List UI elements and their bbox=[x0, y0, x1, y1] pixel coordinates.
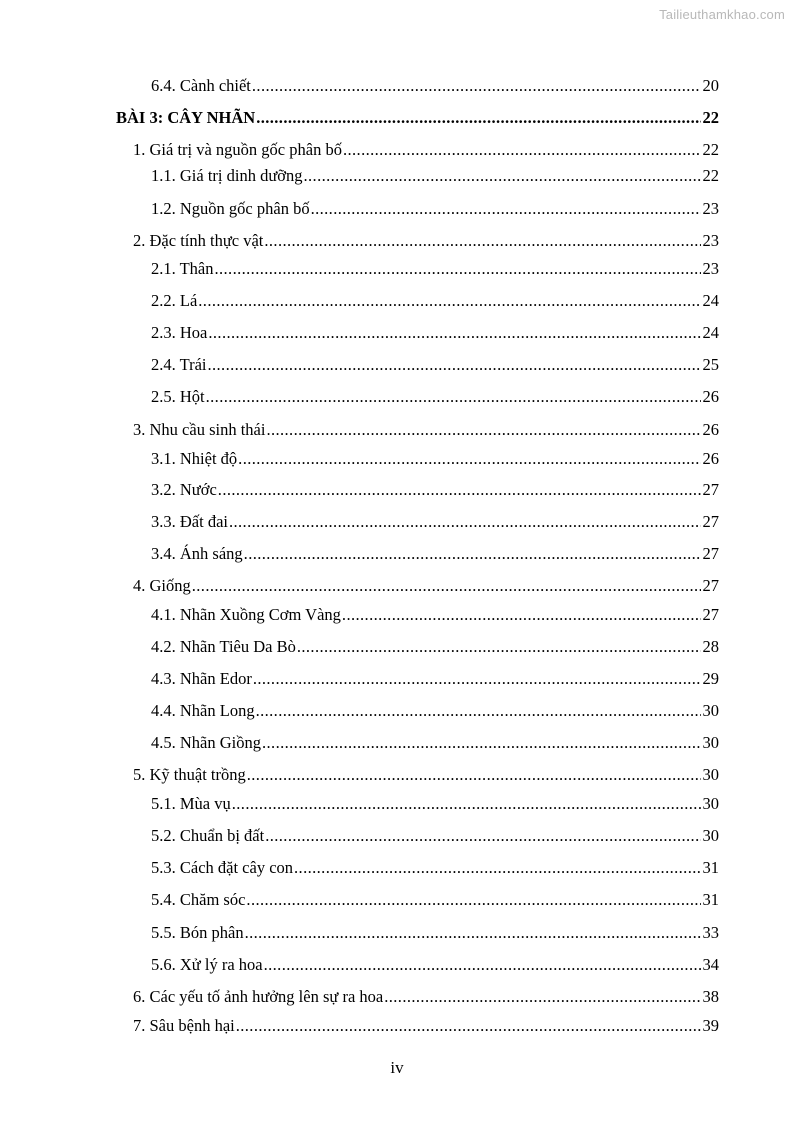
toc-entry-page: 39 bbox=[702, 1016, 719, 1035]
toc-entry-page: 38 bbox=[702, 987, 719, 1006]
toc-entry-page: 31 bbox=[702, 858, 719, 877]
toc-entry[interactable] bbox=[151, 636, 719, 658]
toc-entry-page: 23 bbox=[702, 199, 719, 218]
toc-entry-label: 5. Kỹ thuật trồng bbox=[133, 765, 246, 784]
toc-entry[interactable] bbox=[133, 419, 719, 441]
toc-entry-label: 6. Các yếu tố ảnh hưởng lên sự ra hoa bbox=[133, 987, 384, 1006]
toc-entry[interactable] bbox=[151, 386, 719, 408]
toc-entry-label: BÀI 3: CÂY NHÃN bbox=[116, 108, 256, 127]
toc-entry[interactable] bbox=[151, 604, 719, 626]
toc-entry-page: 29 bbox=[702, 669, 719, 688]
toc-dot-leader bbox=[253, 668, 701, 690]
toc-entry[interactable] bbox=[133, 230, 719, 252]
toc-entry-page: 20 bbox=[702, 76, 719, 95]
toc-entry-page: 23 bbox=[702, 259, 719, 278]
toc-entry[interactable] bbox=[151, 857, 719, 879]
toc-entry-label: 2.1. Thân bbox=[151, 259, 214, 278]
toc-dot-leader bbox=[238, 448, 700, 470]
toc-entry[interactable] bbox=[133, 764, 719, 786]
toc-entry-label: 4.2. Nhãn Tiêu Da Bò bbox=[151, 637, 296, 656]
toc-entry-label: 6.4. Cành chiết bbox=[151, 76, 251, 95]
toc-entry-page: 26 bbox=[702, 420, 719, 439]
toc-entry-page: 22 bbox=[702, 140, 719, 159]
toc-dot-leader bbox=[207, 354, 700, 376]
toc-entry-page: 30 bbox=[702, 701, 719, 720]
toc-entry[interactable] bbox=[151, 448, 719, 470]
toc-entry[interactable] bbox=[151, 322, 719, 344]
toc-entry[interactable] bbox=[151, 165, 719, 187]
toc-entry[interactable] bbox=[151, 479, 719, 501]
toc-entry[interactable] bbox=[151, 258, 719, 280]
toc-dot-leader bbox=[218, 479, 701, 501]
toc-entry[interactable] bbox=[151, 732, 719, 754]
toc-dot-leader bbox=[297, 636, 701, 658]
toc-entry-label: 2.2. Lá bbox=[151, 291, 198, 310]
toc-entry-label: 4.3. Nhãn Edor bbox=[151, 669, 252, 688]
toc-entry-label: 3.3. Đất đai bbox=[151, 512, 228, 531]
toc-dot-leader bbox=[304, 165, 701, 187]
toc-entry-label: 1. Giá trị và nguồn gốc phân bố bbox=[133, 140, 342, 159]
toc-entry[interactable] bbox=[116, 107, 719, 129]
toc-entry-label: 3.4. Ánh sáng bbox=[151, 544, 243, 563]
toc-entry-page: 34 bbox=[702, 955, 719, 974]
toc-dot-leader bbox=[262, 732, 701, 754]
page-number: iv bbox=[390, 1058, 404, 1077]
toc-entry[interactable] bbox=[133, 575, 719, 597]
toc-entry-page: 23 bbox=[702, 231, 719, 250]
toc-entry-page: 27 bbox=[702, 512, 719, 531]
toc-dot-leader bbox=[229, 511, 701, 533]
toc-entry-page: 30 bbox=[702, 826, 719, 845]
toc-entry[interactable] bbox=[151, 889, 719, 911]
toc-dot-leader bbox=[342, 604, 701, 626]
toc-dot-leader bbox=[256, 107, 700, 129]
toc-entry-page: 26 bbox=[702, 387, 719, 406]
toc-entry[interactable] bbox=[151, 511, 719, 533]
toc-entry-label: 2.5. Hột bbox=[151, 387, 205, 406]
toc-entry-page: 28 bbox=[702, 637, 719, 656]
toc-entry-page: 24 bbox=[702, 323, 719, 342]
toc-dot-leader bbox=[343, 139, 701, 161]
toc-entry[interactable] bbox=[151, 922, 719, 944]
toc-entry-page: 22 bbox=[702, 166, 719, 185]
toc-entry-label: 2. Đặc tính thực vật bbox=[133, 231, 264, 250]
toc-dot-leader bbox=[236, 1015, 701, 1037]
toc-entry-page: 30 bbox=[702, 794, 719, 813]
toc-dot-leader bbox=[198, 290, 700, 312]
toc-entry[interactable] bbox=[151, 75, 719, 97]
toc-dot-leader bbox=[192, 575, 701, 597]
toc-entry-page: 27 bbox=[702, 480, 719, 499]
toc-entry-label: 3. Nhu cầu sinh thái bbox=[133, 420, 266, 439]
toc-dot-leader bbox=[264, 954, 701, 976]
toc-entry-page: 33 bbox=[702, 923, 719, 942]
toc-dot-leader bbox=[245, 922, 701, 944]
toc-entry-label: 4.1. Nhãn Xuồng Cơm Vàng bbox=[151, 605, 341, 624]
toc-entry[interactable] bbox=[151, 198, 719, 220]
toc-entry-label: 4.4. Nhãn Long bbox=[151, 701, 255, 720]
toc-entry[interactable] bbox=[151, 700, 719, 722]
toc-entry-label: 3.1. Nhiệt độ bbox=[151, 449, 238, 468]
watermark: Tailieuthamkhao.com bbox=[659, 7, 785, 22]
toc-entry-page: 30 bbox=[702, 765, 719, 784]
toc-entry[interactable] bbox=[151, 793, 719, 815]
toc-dot-leader bbox=[232, 793, 701, 815]
toc-dot-leader bbox=[311, 198, 701, 220]
toc-dot-leader bbox=[244, 543, 701, 565]
toc-entry-page: 24 bbox=[702, 291, 719, 310]
toc-dot-leader bbox=[294, 857, 700, 879]
toc-dot-leader bbox=[256, 700, 701, 722]
toc-entry[interactable] bbox=[151, 290, 719, 312]
toc-entry-label: 2.3. Hoa bbox=[151, 323, 208, 342]
toc-entry-label: 3.2. Nước bbox=[151, 480, 217, 499]
toc-entry-label: 5.4. Chăm sóc bbox=[151, 890, 246, 909]
toc-entry-label: 1.1. Giá trị dinh dưỡng bbox=[151, 166, 303, 185]
toc-dot-leader bbox=[206, 386, 701, 408]
toc-dot-leader bbox=[208, 322, 700, 344]
toc-entry[interactable] bbox=[151, 954, 719, 976]
toc-entry-label: 5.6. Xử lý ra hoa bbox=[151, 955, 263, 974]
toc-entry-label: 5.5. Bón phân bbox=[151, 923, 244, 942]
toc-entry-page: 26 bbox=[702, 449, 719, 468]
toc-entry[interactable] bbox=[133, 139, 719, 161]
toc-entry-page: 27 bbox=[702, 576, 719, 595]
toc-entry-label: 4.5. Nhãn Giồng bbox=[151, 733, 261, 752]
toc-entry-page: 30 bbox=[702, 733, 719, 752]
toc-entry-label: 2.4. Trái bbox=[151, 355, 207, 374]
toc-dot-leader bbox=[247, 764, 701, 786]
toc-dot-leader bbox=[265, 825, 700, 847]
toc-entry-page: 22 bbox=[702, 108, 719, 127]
toc-dot-leader bbox=[252, 75, 701, 97]
toc-entry-label: 5.3. Cách đặt cây con bbox=[151, 858, 294, 877]
toc-dot-leader bbox=[266, 419, 700, 441]
toc-entry[interactable] bbox=[151, 543, 719, 565]
toc-dot-leader bbox=[264, 230, 700, 252]
toc-entry-label: 7. Sâu bệnh hại bbox=[133, 1016, 235, 1035]
toc-dot-leader bbox=[384, 986, 700, 1008]
toc-entry[interactable] bbox=[133, 1015, 719, 1037]
toc-entry-label: 5.1. Mùa vụ bbox=[151, 794, 231, 813]
toc-dot-leader bbox=[246, 889, 700, 911]
toc-entry-page: 27 bbox=[702, 544, 719, 563]
toc-entry-label: 4. Giống bbox=[133, 576, 191, 595]
toc-entry-label: 5.2. Chuẩn bị đất bbox=[151, 826, 265, 845]
toc-entry[interactable] bbox=[151, 825, 719, 847]
toc-entry[interactable] bbox=[151, 668, 719, 690]
toc-entry[interactable] bbox=[151, 354, 719, 376]
toc-entry-label: 1.2. Nguồn gốc phân bố bbox=[151, 199, 310, 218]
toc-entry[interactable] bbox=[133, 986, 719, 1008]
toc-entry-page: 31 bbox=[702, 890, 719, 909]
toc-entry-page: 27 bbox=[702, 605, 719, 624]
toc-entry-page: 25 bbox=[702, 355, 719, 374]
toc-dot-leader bbox=[214, 258, 700, 280]
